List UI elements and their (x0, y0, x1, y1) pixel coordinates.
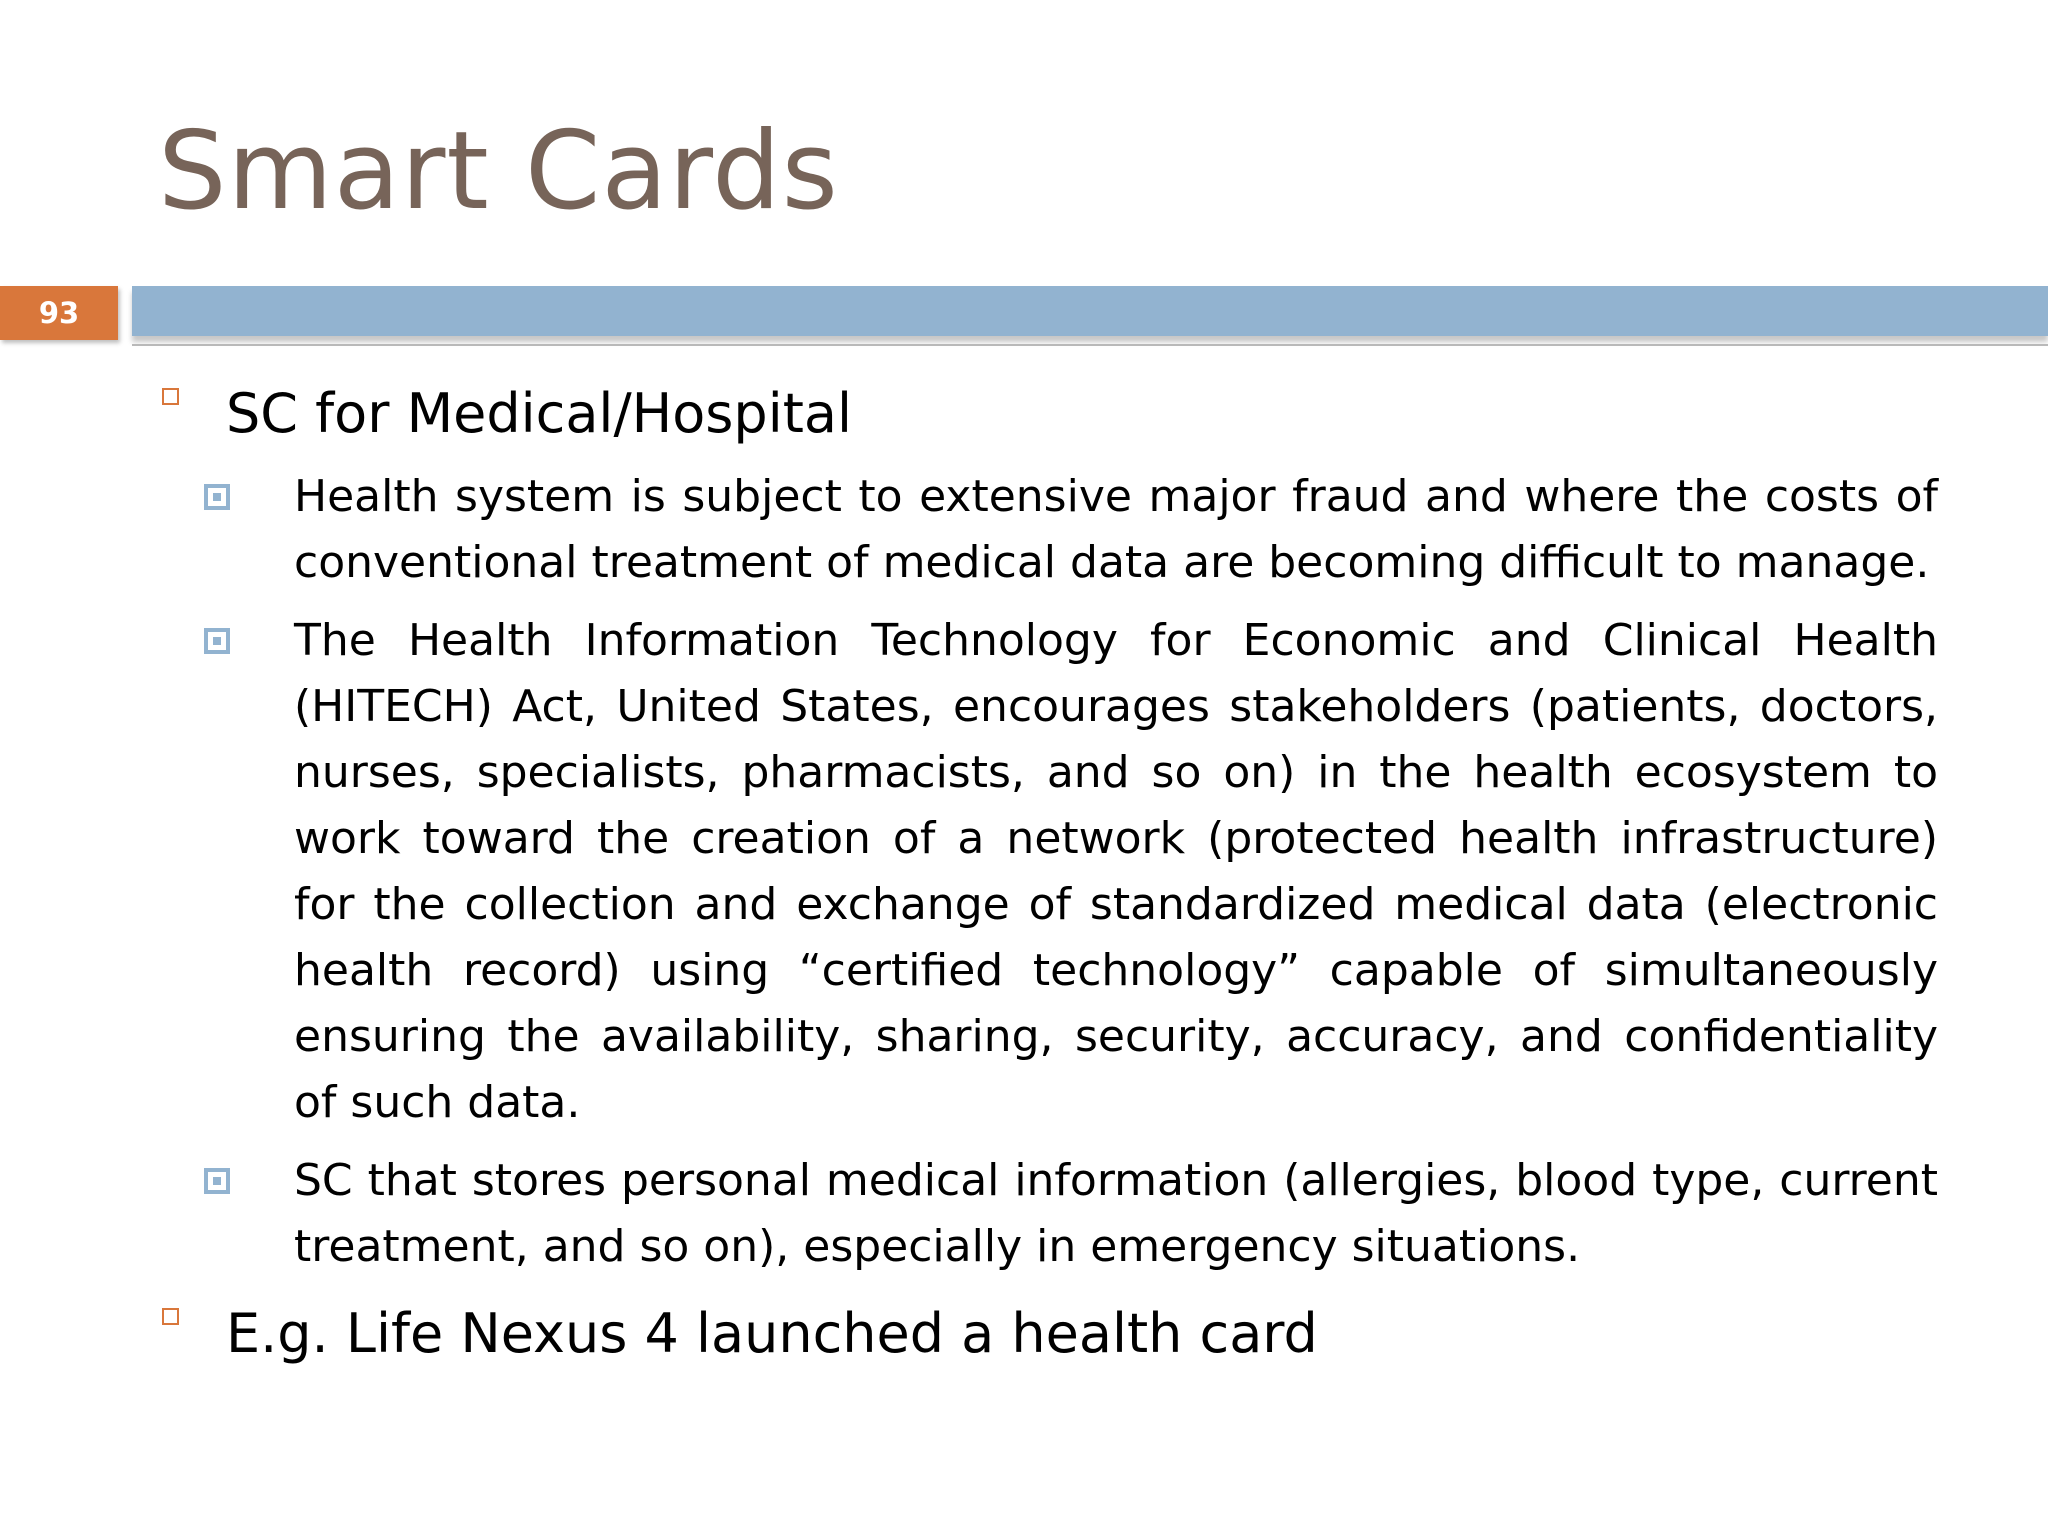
header-divider-bar (132, 286, 2048, 336)
bullet-text: SC for Medical/Hospital (226, 382, 852, 445)
sub-bullet-item-hitech (158, 608, 1938, 1136)
sub-bullet-item-fraud (158, 464, 1938, 596)
square-bullet-icon (204, 628, 230, 654)
bullet-item-example (158, 1292, 1938, 1376)
sub-bullet-text: Health system is subject to extensive major fraud and where the costs of conventional treatment of medical data are becoming difficult to manage. (294, 471, 1938, 588)
bullet-text: E.g. Life Nexus 4 launched a health card (226, 1302, 1318, 1365)
slide-body (158, 372, 1938, 1376)
sub-bullet-item-storage (158, 1148, 1938, 1280)
header-divider-line (132, 344, 2048, 346)
slide-title: Smart Cards (158, 109, 839, 234)
square-bullet-icon (204, 484, 230, 510)
sub-bullet-list (158, 464, 1938, 1280)
hollow-square-bullet-icon (162, 388, 179, 405)
sub-bullet-text: The Health Information Technology for Economic and Clinical Health (HITECH) Act, United States, encourages stakeholders (patients, doctors, nurses, specialists, pharmacists, and so on) in the health ecosystem to work toward the creation of a network (protected health infrastructure) for the collection and exchange of standardized medical data (electronic health record) using “certified technology” capable of simultaneously ensuring the availability, sharing, security, accuracy, and confidentiality of such data. (294, 615, 1938, 1128)
bullet-item-medical (158, 372, 1938, 456)
hollow-square-bullet-icon (162, 1308, 179, 1325)
slide-number-badge: 93 (0, 286, 118, 340)
square-bullet-icon (204, 1168, 230, 1194)
sub-bullet-text: SC that stores personal medical information (allergies, blood type, current treatment, and so on), especially in emergency situations. (294, 1155, 1938, 1272)
